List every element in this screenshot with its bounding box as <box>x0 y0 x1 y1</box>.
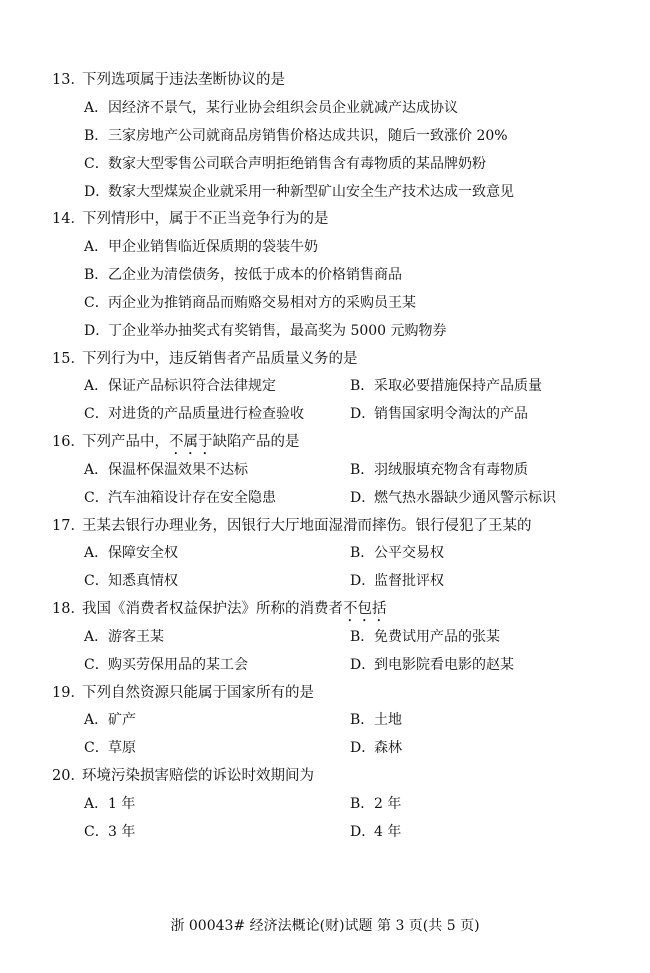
option-letter: D． <box>350 573 376 589</box>
option-letter: B． <box>350 712 375 728</box>
option-19-a <box>84 710 136 730</box>
question-16 <box>52 432 300 458</box>
option-letter: A． <box>84 712 109 728</box>
option-text: 甲企业销售临近保质期的袋装牛奶 <box>108 239 318 255</box>
option-text: 草原 <box>108 740 136 756</box>
option-text: 数家大型煤炭企业就采用一种新型矿山安全生产技术达成一致意见 <box>108 184 514 200</box>
option-20-b <box>350 794 401 814</box>
option-14-c <box>84 293 416 313</box>
option-text: 羽绒服填充物含有毒物质 <box>374 462 528 478</box>
option-text: 因经济不景气，某行业协会组织会员企业就减产达成协议 <box>108 100 458 116</box>
option-20-a <box>84 794 135 814</box>
option-letter: D． <box>84 323 110 339</box>
option-text: 4 年 <box>374 824 402 840</box>
option-letter: A． <box>84 796 109 812</box>
option-15-a <box>84 376 276 396</box>
option-16-a <box>84 460 248 480</box>
option-letter: C． <box>84 657 109 673</box>
question-number: 19． <box>52 685 85 701</box>
option-letter: A． <box>84 100 109 116</box>
question-number: 13． <box>52 72 85 88</box>
option-13-b <box>84 126 508 146</box>
option-letter: B． <box>84 128 109 144</box>
option-17-b <box>350 543 444 563</box>
option-19-c <box>84 738 136 758</box>
question-number: 18． <box>52 601 85 617</box>
option-letter: B． <box>350 796 375 812</box>
option-text: 保证产品标识符合法律规定 <box>108 378 276 394</box>
option-letter: C． <box>84 490 109 506</box>
option-text: 3 年 <box>108 824 136 840</box>
option-14-d <box>84 321 447 341</box>
option-letter: D． <box>350 657 376 673</box>
option-14-a <box>84 237 318 257</box>
question-stem: 王某去银行办理业务，因银行大厅地面湿滑而摔伤。银行侵犯了王某的 <box>82 518 532 534</box>
option-13-c <box>84 154 486 174</box>
question-stem: 下列行为中，违反销售者产品质量义务的是 <box>82 351 358 367</box>
option-letter: D． <box>84 184 110 200</box>
option-text: 游客王某 <box>108 629 164 645</box>
question-number: 14． <box>52 211 85 227</box>
question-stem: 下列情形中，属于不正当竞争行为的是 <box>82 211 329 227</box>
option-letter: C． <box>84 824 109 840</box>
option-text: 汽车油箱设计存在安全隐患 <box>108 490 276 506</box>
question-14 <box>52 209 329 229</box>
option-text: 燃气热水器缺少通风警示标识 <box>374 490 556 506</box>
option-18-d <box>350 655 514 675</box>
question-number: 15． <box>52 351 85 367</box>
option-16-b <box>350 460 528 480</box>
option-letter: B． <box>350 545 375 561</box>
option-text: 保温杯保温效果不达标 <box>108 462 248 478</box>
option-letter: A． <box>84 545 109 561</box>
option-text: 免费试用产品的张某 <box>374 629 500 645</box>
option-text: 销售国家明令淘汰的产品 <box>374 406 528 422</box>
option-text: 三家房地产公司就商品房销售价格达成共识，随后一致涨价 20% <box>108 128 508 144</box>
option-letter: D． <box>350 406 376 422</box>
question-stem: 环境污染损害赔偿的诉讼时效期间为 <box>82 768 314 784</box>
option-text: 丙企业为推销商品而贿赂交易相对方的采购员王某 <box>108 295 416 311</box>
emphasized-text: 不包括 <box>343 601 387 617</box>
option-text: 监督批评权 <box>374 573 444 589</box>
option-text: 购买劳保用品的某工会 <box>108 657 248 673</box>
option-18-b <box>350 627 500 647</box>
option-text: 公平交易权 <box>374 545 444 561</box>
option-letter: B． <box>350 462 375 478</box>
question-number: 17． <box>52 518 85 534</box>
option-20-d <box>350 822 401 842</box>
option-text: 1 年 <box>108 796 136 812</box>
option-16-c <box>84 488 276 508</box>
option-text: 采取必要措施保持产品质量 <box>374 378 542 394</box>
option-text: 数家大型零售公司联合声明拒绝销售含有毒物质的某品牌奶粉 <box>108 156 486 172</box>
option-letter: A． <box>84 462 109 478</box>
emphasized-text: 不属于 <box>169 434 213 450</box>
option-14-b <box>84 265 402 285</box>
question-20 <box>52 766 314 786</box>
option-letter: B． <box>350 378 375 394</box>
option-letter: A． <box>84 378 109 394</box>
option-text: 土地 <box>374 712 402 728</box>
option-text: 保障安全权 <box>108 545 178 561</box>
question-stem-pre: 下列产品中， <box>82 434 169 450</box>
option-letter: C． <box>84 406 109 422</box>
page-footer: 浙 00043# 经济法概论(财)试题 第 3 页(共 5 页) <box>170 918 480 934</box>
option-letter: D． <box>350 740 376 756</box>
question-number: 16． <box>52 434 85 450</box>
question-stem-pre: 我国《消费者权益保护法》所称的消费者 <box>82 601 343 617</box>
option-letter: D． <box>350 490 376 506</box>
option-17-a <box>84 543 178 563</box>
question-18 <box>52 599 387 625</box>
option-17-d <box>350 571 444 591</box>
option-15-d <box>350 404 528 424</box>
option-letter: C． <box>84 156 109 172</box>
option-letter: B． <box>84 267 109 283</box>
question-stem: 下列选项属于违法垄断协议的是 <box>82 72 285 88</box>
question-stem-post: 缺陷产品的是 <box>212 434 300 450</box>
question-number: 20． <box>52 768 85 784</box>
option-20-c <box>84 822 135 842</box>
option-text: 到电影院看电影的赵某 <box>374 657 514 673</box>
option-17-c <box>84 571 178 591</box>
option-13-a <box>84 98 458 118</box>
option-19-d <box>350 738 402 758</box>
option-letter: A． <box>84 629 109 645</box>
option-13-d <box>84 182 514 202</box>
option-15-b <box>350 376 542 396</box>
question-stem: 下列自然资源只能属于国家所有的是 <box>82 685 314 701</box>
option-letter: C． <box>84 740 109 756</box>
option-letter: C． <box>84 573 109 589</box>
option-text: 森林 <box>374 740 402 756</box>
question-13 <box>52 70 285 90</box>
question-15 <box>52 349 358 369</box>
option-18-c <box>84 655 248 675</box>
question-19 <box>52 683 314 703</box>
option-15-c <box>84 404 304 424</box>
option-letter: D． <box>350 824 376 840</box>
option-text: 知悉真情权 <box>108 573 178 589</box>
option-text: 矿产 <box>108 712 136 728</box>
option-16-d <box>350 488 556 508</box>
option-19-b <box>350 710 402 730</box>
option-letter: C． <box>84 295 109 311</box>
option-18-a <box>84 627 164 647</box>
option-text: 丁企业举办抽奖式有奖销售，最高奖为 5000 元购物券 <box>108 323 447 339</box>
option-letter: B． <box>350 629 375 645</box>
option-text: 对进货的产品质量进行检查验收 <box>108 406 304 422</box>
question-17 <box>52 516 532 536</box>
option-text: 乙企业为清偿债务，按低于成本的价格销售商品 <box>108 267 402 283</box>
option-text: 2 年 <box>374 796 402 812</box>
option-letter: A． <box>84 239 109 255</box>
